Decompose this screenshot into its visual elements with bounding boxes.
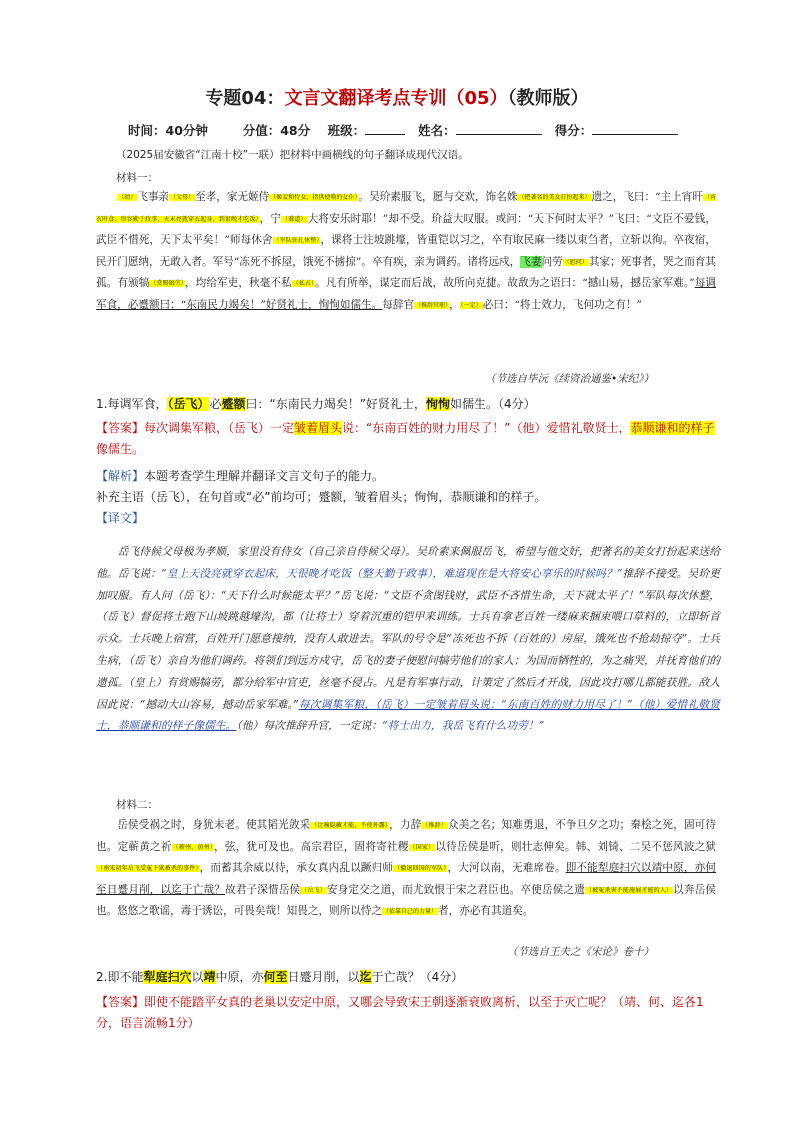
time-label: 时间：40分钟 (128, 123, 208, 138)
answer-1: 【答案】每次调集军粮，（岳飞）一定皱着眉头说：“东南百姓的财力用尽了！”（他）爱惜礼敬贤士，恭顺谦和的样子像儒生。 (96, 421, 715, 456)
material2-text: 岳侯受祸之时，身犹未老。使其韬光敛采（比喻隐藏才能，不使外露），力辞（推辞）众美之名；知难勇退，不争旦夕之功；秦桧之死，固可待也。定蕲黄之祈（蕲州、黄州），弦，犹可及也。高宗君臣，固将寄社稷（国家）以待岳侯是听，则壮志伸矣。韩、刘锜、二吴不惩风波之狱（南宋初年岳飞受冤下狱被杀的事件），而蓄其余威以待，承女真内乱以蹶归师（撤退回国的军队），大河以南，无难席卷。即不能犁庭扫穴以靖中原，亦何至日蹙月削，以迄于亡哉？故君子深惜岳侯（岳飞）安身定交之道，而尤致恨于宋之君臣也。卒使岳侯之遗（被冤杀害不能施展才能的人）以奔岳侯也。悠悠之歌谣，毒于诱讼，可畏矣哉！知畏之，则所以恃之（依靠自己的力量）者，亦必有其道矣。 (96, 819, 717, 917)
translation-text: 岳飞侍候父母极为孝顺，家里没有侍女（自己亲自侍候父母）。吴玠素来佩服岳飞，希望与他交好，把著名的美女打扮起来送给他。岳飞说：“皇上天没亮就穿衣起床，天很晚才吃饭（整天勤于政事），难道现在是大将安心享乐的时候吗？”推辞不接受。吴玠更加叹服。有人问（岳飞）：“天下什么时候能太平？”岳飞说：“文臣不贪图钱财，武臣不吝惜生命，天下就太平了！”军队每次休整，（岳飞）督促将士跑下山坡跳越壕沟，都（让将士）穿着沉重的铠甲来训练。士兵有拿老百姓一缕麻来捆束喂口草料的，立即斩首示众。士兵晚上宿营，百姓开门愿意接纳，没有人敢进去。军队的号令是“冻死也不拆（百姓的）房屋，饿死也不抢劫掠夺”。士兵生病，（岳飞）亲自为他们调药。将领们到远方戍守，岳飞的妻子便慰问犒劳他们的家人；为国而牺牲的，为之痛哭，并抚育他们的遗孤。（皇上）有赏赐犒劳，都分给军中官吏，丝毫不侵占。凡是有军事行动，计策定了然后才开战，因此攻打哪儿都能获胜。敌人因此说：“撼动大山容易，撼动岳家军难。”每次调集军粮，（岳飞）一定皱着眉头说：“东南百姓的财力用尽了！”（他）爱惜礼敬贤士，恭顺谦和的样子像儒生。（他）每次推辞升官，一定说：“将士出力，我岳飞有什么功劳！” (96, 545, 721, 733)
question-1: 1.每调军食，（岳飞）必蹙额曰：“东南民力竭矣！”好贤礼士，恂恂如儒生。（4分） (96, 397, 536, 411)
question-source: （2025届安徽省“江南十校”一联）把材料中画横线的句子翻译成现代汉语。 (116, 149, 469, 161)
got-label: 得分： (554, 123, 593, 138)
material2-citation: （节选自王夫之《宋论》卷十） (507, 946, 654, 958)
material1-label: 材料一： (116, 172, 158, 184)
material1-citation: （节选自毕沅《续资治通鉴•宋纪》） (485, 373, 654, 385)
material2-label: 材料二： (116, 799, 158, 811)
name-blank[interactable] (456, 122, 542, 135)
score-label: 分值：48分 (242, 123, 311, 138)
title-main: 文言文翻译考点专训（05） (284, 88, 508, 109)
analysis-1: 【解析】本题考查学生理解并翻译文言文句子的能力。 补充主语（岳飞），在句首或“必”前均可；蹙额，皱着眉头；恂恂，恭顺谦和的样子。 【译文】 (96, 469, 547, 525)
answer-2: 【答案】即使不能踏平女真的老巢以安定中原，又哪会导致宋王朝逐渐衰败离析，以至于灭亡呢？（靖、何、迄各1分，语言流畅1分） (96, 995, 704, 1030)
class-blank[interactable] (365, 122, 405, 135)
name-label: 姓名： (418, 123, 456, 138)
exam-meta (128, 121, 678, 139)
question-2: 2.即不能犁庭扫穴以靖中原，亦何至日蹙月削，以迄于亡哉？（4分） (96, 970, 464, 984)
material1-text: （幼）飞事亲（父母）至孝，家无姬侍（姬妾和侍女，指供使唤的女仆）。吴玠素服飞，愿与交欢，饰名姝（把著名的美女打扮起来）遗之，飞曰：“主上宵旰（宵衣旰食，形容勤于政事，天未亮就穿衣起身，到很晚才吃饭），宁（难道）大将安乐时耶！”却不受。玠益大叹服。或问：“天下何时太平？”飞曰：“文臣不爱钱，武臣不惜死，天下太平矣！”师每休舍（军队驻扎休整），课将士注坡跳壕，皆重铠以习之，卒有取民麻一缕以束刍者，立斩以徇。卒夜宿，民开门愿纳，无敢入者。军号“冻死不拆屋，饿死不掳掠”。卒有疾，亲为调药。诸将远戍，飞妻问劳（慰问）其家；死事者，哭之而育其孤。有颁犒（赏赐犒劳），均给军吏，秋毫不私（私占）。凡有所举，谋定而后战，故所向克捷。故敌为之语曰：“撼山易，撼岳家军难。”每调军食，必蹙额曰：“东南民力竭矣！”好贤礼士，恂恂如儒生。每辞官（推辞官职），（一定）必曰：“将士效力，飞何功之有！” (96, 191, 717, 311)
got-blank[interactable] (592, 122, 678, 135)
page-title: 专题04：文言文翻译考点专训（05）（教师版） (205, 88, 589, 109)
class-label: 班级： (327, 123, 366, 138)
